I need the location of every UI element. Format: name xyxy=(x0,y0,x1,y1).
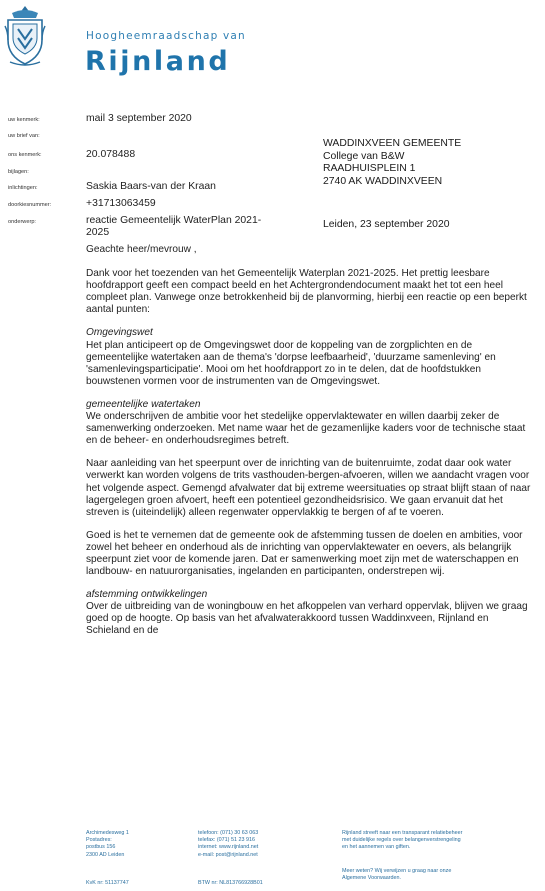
meta-label-bijlagen: bijlagen: xyxy=(8,169,29,175)
recipient-line-3: RAADHUISPLEIN 1 xyxy=(323,163,416,174)
meta-label-uw-brief-van: uw brief van: xyxy=(8,133,40,139)
footer-phone: telefoon: (071) 30 63 063 xyxy=(198,830,259,836)
meta-label-ons-kenmerk: ons kenmerk: xyxy=(8,152,42,158)
section-heading-afstemming: afstemming ontwikkelingen xyxy=(86,589,208,601)
footer-fax: telefax: (071) 51 23 916 xyxy=(198,837,255,844)
footer-addr-line: Archimedesweg 1 xyxy=(86,830,129,836)
section-paragraph: Goed is het te vernemen dat de gemeente ook de afstemming tussen de doelen en ambities, voor zowel het beheer en onderhoud als de inrichting van oppervlaktewater en oevers, als belangrijk speerpunt ziet voor de komende jaren. Dat er samenwerking moet zijn met de waterschappen en landbouw- en natuurorganisaties, ingelanden en participanten, onderstrepen wij. xyxy=(86,529,523,578)
intro-paragraph: Dank voor het toezenden van het Gemeentelijk Waterplan 2021-2025. Het prettig leesbare hoofdrapport geeft een compact beeld en het Achtergrondendocument maakt het tot een heel compleet plan. Vanwege onze betrokkenheid bij de planvorming, hierbij een reactie op een beperkt aantal punten: xyxy=(86,268,527,316)
section-paragraph: Over de uitbreiding van de woningbouw en het afkoppelen van verhard oppervlak, blijven we graag goed op de hoogte. Op basis van het afvalwaterakkoord tussen Waddinxveen, Rijnland en Schieland en de xyxy=(86,601,528,637)
letter-date: Leiden, 23 september 2020 xyxy=(323,219,450,230)
footer-more-info xyxy=(342,868,451,882)
footer-addr-line: postbus 156 xyxy=(86,844,116,851)
footer-btw: BTW nr: NL813766928B01 xyxy=(198,880,263,886)
meta-value-inlichtingen: Saskia Baars-van der Kraan xyxy=(86,181,216,192)
letter-footer xyxy=(0,830,545,891)
org-name-main: Rijnland xyxy=(85,46,231,77)
subject-line-2: 2025 xyxy=(86,227,110,238)
org-name-top: Hoogheemraadschap van xyxy=(86,30,246,42)
section-paragraph: Het plan anticipeert op de Omgevingswet door de koppeling van de zorgplichten en de gemeentelijke watertaken aan de thema's 'dorpse leefbaarheid', 'duurzame samenleving' en 'samenlevingsparticipatie'. Mooi om het hoofdrapport zo in te delen, dat de hoofdstukken bouwstenen vormen voor de instrumenten van de Omgevingswet. xyxy=(86,339,496,387)
recipient-line-2: College van B&W xyxy=(323,150,405,162)
meta-value-doorkiesnummer: +31713063459 xyxy=(86,198,156,209)
footer-website-link[interactable]: internet: www.rijnland.net xyxy=(198,844,259,851)
letter-body xyxy=(86,244,534,649)
subject-line-1: reactie Gemeentelijk WaterPlan 2021- xyxy=(86,215,262,226)
salutation: Geachte heer/mevrouw , xyxy=(86,244,197,255)
meta-label-uw-kenmerk: uw kenmerk: xyxy=(8,117,40,123)
footer-notice-line: Meer weten? Wij verwijzen u graag naar onze xyxy=(342,868,452,874)
meta-value-uw-kenmerk: mail 3 september 2020 xyxy=(86,113,192,124)
section-paragraph: Naar aanleiding van het speerpunt over de inrichting van de buitenruimte, zodat daar ook water verwerkt kan worden volgens de trits vasthouden-bergen-afvoeren, willen we aandacht vragen voor het volgende aspect. Gemengd afvalwater dat bij extreme weersituaties op straat blijft staan of naar lagergelegen groen afvoert, heeft een potentieel gezondheidsrisico. We gaan ervanuit dat het streven is (uiteindelijk) alleen regenwater oppervlakkig te bergen of af te voeren. xyxy=(86,458,531,518)
meta-value-onderwerp xyxy=(86,215,261,239)
section-paragraph: We onderschrijven de ambitie voor het stedelijke oppervlaktewater en willen daarbij zeker de samenwerking onderzoeken. Met name waar het de gezamenlijke kaders voor de technische staat en de beheer- en onderhoudsregimes betreft. xyxy=(86,411,526,447)
section-heading-watertaken: gemeentelijke watertaken xyxy=(86,398,201,410)
footer-notice xyxy=(342,830,462,852)
footer-notice-line: Rijnland streeft naar een transparant relatiebeheer xyxy=(342,830,463,836)
footer-addr-line: Postadres: xyxy=(86,837,112,844)
recipient-line-1: WADDINXVEEN GEMEENTE xyxy=(323,138,462,149)
meta-value-ons-kenmerk: 20.078488 xyxy=(86,149,136,160)
recipient-address xyxy=(323,138,461,188)
footer-notice-line: met duidelijke regels over belangenverstrengeling xyxy=(342,837,461,844)
recipient-line-4: 2740 AK WADDINXVEEN xyxy=(323,175,443,187)
footer-contact xyxy=(198,830,258,859)
meta-label-onderwerp: onderwerp: xyxy=(8,219,36,225)
section-heading-omgevingswet: Omgevingswet xyxy=(86,327,153,339)
footer-address xyxy=(86,830,129,859)
footer-email-link[interactable]: e-mail: post@rijnland.net xyxy=(198,851,258,858)
meta-label-inlichtingen: inlichtingen: xyxy=(8,185,38,191)
meta-label-doorkiesnummer: doorkiesnummer: xyxy=(8,202,52,208)
footer-terms-link[interactable]: Algemene Voorwaarden. xyxy=(342,875,402,882)
rijnland-crest-icon xyxy=(4,4,46,68)
footer-kvk: KvK nr: 51137747 xyxy=(86,880,129,886)
footer-addr-line: 2300 AD Leiden xyxy=(86,851,125,858)
footer-notice-line: en het aannemen van giften. xyxy=(342,844,411,851)
